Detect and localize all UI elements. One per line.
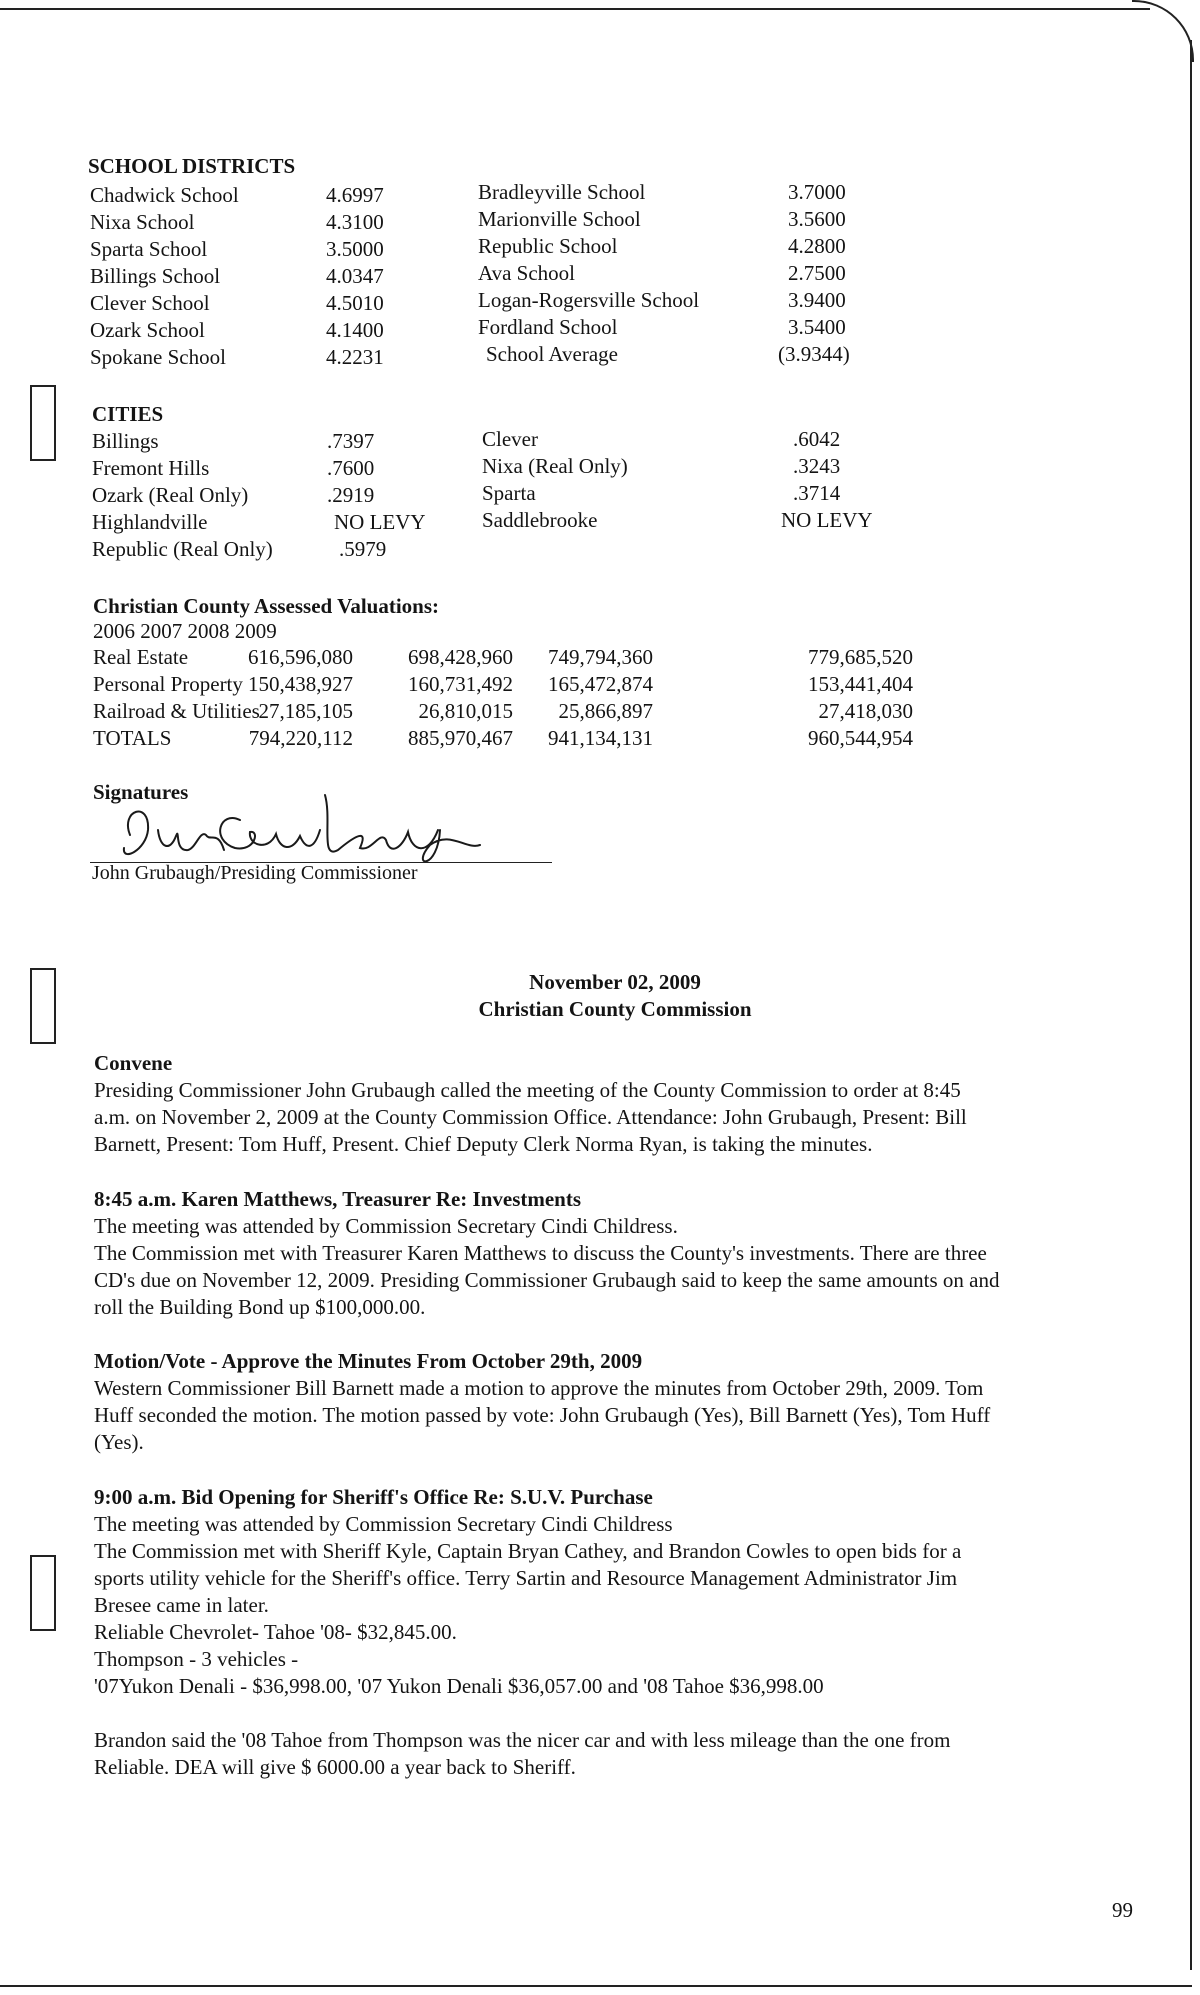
valuation-value: 27,418,030 bbox=[818, 699, 913, 723]
city-name: Highlandville bbox=[92, 510, 208, 534]
school-name: Logan-Rogersville School bbox=[478, 288, 700, 312]
valuation-value: 150,438,927 bbox=[248, 672, 353, 696]
school-name: Billings School bbox=[90, 264, 221, 288]
school-name: Sparta School bbox=[90, 237, 208, 261]
valuation-label: Personal Property bbox=[93, 672, 243, 696]
city-name: Clever bbox=[482, 427, 538, 451]
city-name: Billings bbox=[92, 429, 159, 453]
section-line: The meeting was attended by Commission Secretary Cindi Childress bbox=[94, 1512, 673, 1536]
section-heading: Motion/Vote - Approve the Minutes From October 29th, 2009 bbox=[94, 1349, 643, 1373]
section-heading: Convene bbox=[94, 1051, 173, 1075]
valuation-value: 160,731,492 bbox=[408, 672, 513, 696]
valuation-value: 960,544,954 bbox=[808, 726, 913, 750]
section-line: '07Yukon Denali - $36,998.00, '07 Yukon Denali $36,057.00 and '08 Tahoe $36,998.00 bbox=[94, 1674, 824, 1698]
school-rate: 4.2800 bbox=[788, 234, 846, 258]
school-name: Republic School bbox=[478, 234, 618, 258]
school-name: Spokane School bbox=[90, 345, 226, 369]
valuation-value: 616,596,080 bbox=[248, 645, 353, 669]
section-line: sports utility vehicle for the Sheriff's office. Terry Sartin and Resource Management Administrator Jim bbox=[94, 1566, 958, 1590]
school-rate: 3.5600 bbox=[788, 207, 846, 231]
school-name: Ava School bbox=[478, 261, 576, 285]
valuation-value: 153,441,404 bbox=[808, 672, 913, 696]
section-heading: 9:00 a.m. Bid Opening for Sheriff's Office Re: S.U.V. Purchase bbox=[94, 1485, 653, 1509]
city-rate: .3243 bbox=[793, 454, 841, 478]
city-rate: .5979 bbox=[339, 537, 387, 561]
section-line: a.m. on November 2, 2009 at the County Commission Office. Attendance: John Grubaugh, Present: Bill bbox=[94, 1105, 967, 1129]
valuation-value: 749,794,360 bbox=[548, 645, 653, 669]
section-convene bbox=[94, 1050, 1114, 1158]
school-name: Fordland School bbox=[478, 315, 618, 339]
valuation-value: 885,970,467 bbox=[408, 726, 513, 750]
valuation-row bbox=[93, 645, 913, 671]
city-name: Fremont Hills bbox=[92, 456, 210, 480]
section-motion-vote bbox=[94, 1348, 1114, 1456]
section-line: The meeting was attended by Commission Secretary Cindi Childress. bbox=[94, 1214, 678, 1238]
city-rate: .7397 bbox=[327, 429, 375, 453]
school-rate: 4.3100 bbox=[326, 210, 384, 234]
section-bid-opening bbox=[94, 1484, 1114, 1781]
valuation-value: 779,685,520 bbox=[808, 645, 913, 669]
city-name: Ozark (Real Only) bbox=[92, 483, 249, 507]
school-name: Chadwick School bbox=[90, 183, 239, 207]
city-rate: NO LEVY bbox=[334, 510, 426, 534]
page-corner bbox=[1132, 0, 1194, 62]
valuation-label: TOTALS bbox=[93, 726, 172, 750]
school-name: Nixa School bbox=[90, 210, 195, 234]
city-name: Republic (Real Only) bbox=[92, 537, 273, 561]
section-line: Brandon said the '08 Tahoe from Thompson was the nicer car and with less mileage than the one from bbox=[94, 1728, 951, 1752]
school-name: Clever School bbox=[90, 291, 210, 315]
section-line: CD's due on November 12, 2009. Presiding Commissioner Grubaugh said to keep the same amounts on and bbox=[94, 1268, 1000, 1292]
valuation-row bbox=[93, 699, 913, 725]
signatures-title: Signatures bbox=[93, 780, 189, 804]
school-rate: 4.0347 bbox=[326, 264, 384, 288]
school-name: Bradleyville School bbox=[478, 180, 646, 204]
valuation-value: 26,810,015 bbox=[418, 699, 513, 723]
valuation-value: 794,220,112 bbox=[248, 726, 353, 750]
section-line: Barnett, Present: Tom Huff, Present. Chief Deputy Clerk Norma Ryan, is taking the minutes. bbox=[94, 1132, 873, 1156]
page-border-top bbox=[0, 8, 1150, 10]
valuation-row bbox=[93, 726, 913, 752]
valuations-years: 2006 2007 2008 2009 bbox=[93, 619, 277, 643]
school-average-value: (3.9344) bbox=[778, 342, 850, 366]
school-rate: 4.6997 bbox=[326, 183, 384, 207]
section-line: Western Commissioner Bill Barnett made a motion to approve the minutes from October 29th, 2009. Tom bbox=[94, 1376, 984, 1400]
section-heading: 8:45 a.m. Karen Matthews, Treasurer Re: Investments bbox=[94, 1187, 582, 1211]
section-line: Reliable. DEA will give $ 6000.00 a year back to Sheriff. bbox=[94, 1755, 576, 1779]
signature-caption: John Grubaugh/Presiding Commissioner bbox=[92, 862, 418, 884]
school-rate: 4.1400 bbox=[326, 318, 384, 342]
section-line: roll the Building Bond up $100,000.00. bbox=[94, 1295, 426, 1319]
meeting-body: Christian County Commission bbox=[478, 997, 752, 1021]
city-name: Sparta bbox=[482, 481, 536, 505]
section-line: Presiding Commissioner John Grubaugh called the meeting of the County Commission to order at 8:45 bbox=[94, 1078, 961, 1102]
valuation-value: 698,428,960 bbox=[408, 645, 513, 669]
meeting-date: November 02, 2009 bbox=[529, 970, 701, 994]
handwritten-signature bbox=[110, 790, 510, 870]
city-rate: .3714 bbox=[793, 481, 841, 505]
section-line: (Yes). bbox=[94, 1430, 144, 1454]
valuation-value: 165,472,874 bbox=[548, 672, 653, 696]
valuation-label: Real Estate bbox=[93, 645, 189, 669]
binder-hole bbox=[30, 1555, 56, 1631]
cities-title: CITIES bbox=[92, 402, 164, 426]
city-rate: .6042 bbox=[793, 427, 841, 451]
school-rate: 3.9400 bbox=[788, 288, 846, 312]
section-line: Bresee came in later. bbox=[94, 1593, 269, 1617]
school-rate: 4.2231 bbox=[326, 345, 384, 369]
valuation-label: Railroad & Utilities bbox=[93, 699, 260, 723]
city-rate: NO LEVY bbox=[781, 508, 873, 532]
school-rate: 3.7000 bbox=[788, 180, 846, 204]
school-rate: 2.7500 bbox=[788, 261, 846, 285]
section-line: The Commission met with Treasurer Karen Matthews to discuss the County's investments. There are three bbox=[94, 1241, 987, 1265]
school-name: Ozark School bbox=[90, 318, 205, 342]
section-line bbox=[94, 1700, 1114, 1727]
school-average-label: School Average bbox=[486, 342, 618, 366]
valuations-title: Christian County Assessed Valuations: bbox=[93, 594, 440, 618]
city-rate: .7600 bbox=[327, 456, 375, 480]
valuation-value: 27,185,105 bbox=[258, 699, 353, 723]
city-rate: .2919 bbox=[327, 483, 375, 507]
city-name: Saddlebrooke bbox=[482, 508, 598, 532]
school-rate: 4.5010 bbox=[326, 291, 384, 315]
city-name: Nixa (Real Only) bbox=[482, 454, 628, 478]
school-rate: 3.5000 bbox=[326, 237, 384, 261]
section-investments bbox=[94, 1186, 1114, 1321]
school-districts-title: SCHOOL DISTRICTS bbox=[88, 154, 296, 178]
school-name: Marionville School bbox=[478, 207, 641, 231]
binder-hole bbox=[30, 385, 56, 461]
section-line: Thompson - 3 vehicles - bbox=[94, 1647, 299, 1671]
page-border-bottom bbox=[0, 1985, 1192, 1987]
section-line: The Commission met with Sheriff Kyle, Captain Bryan Cathey, and Brandon Cowles to open bids for a bbox=[94, 1539, 962, 1563]
valuation-value: 25,866,897 bbox=[558, 699, 653, 723]
section-line: Reliable Chevrolet- Tahoe '08- $32,845.00. bbox=[94, 1620, 457, 1644]
valuation-value: 941,134,131 bbox=[548, 726, 653, 750]
valuation-row bbox=[93, 672, 913, 698]
page-number: 99 bbox=[1112, 1898, 1133, 1922]
section-line: Huff seconded the motion. The motion passed by vote: John Grubaugh (Yes), Bill Barnett (Yes), Tom Huff bbox=[94, 1403, 991, 1427]
school-rate: 3.5400 bbox=[788, 315, 846, 339]
